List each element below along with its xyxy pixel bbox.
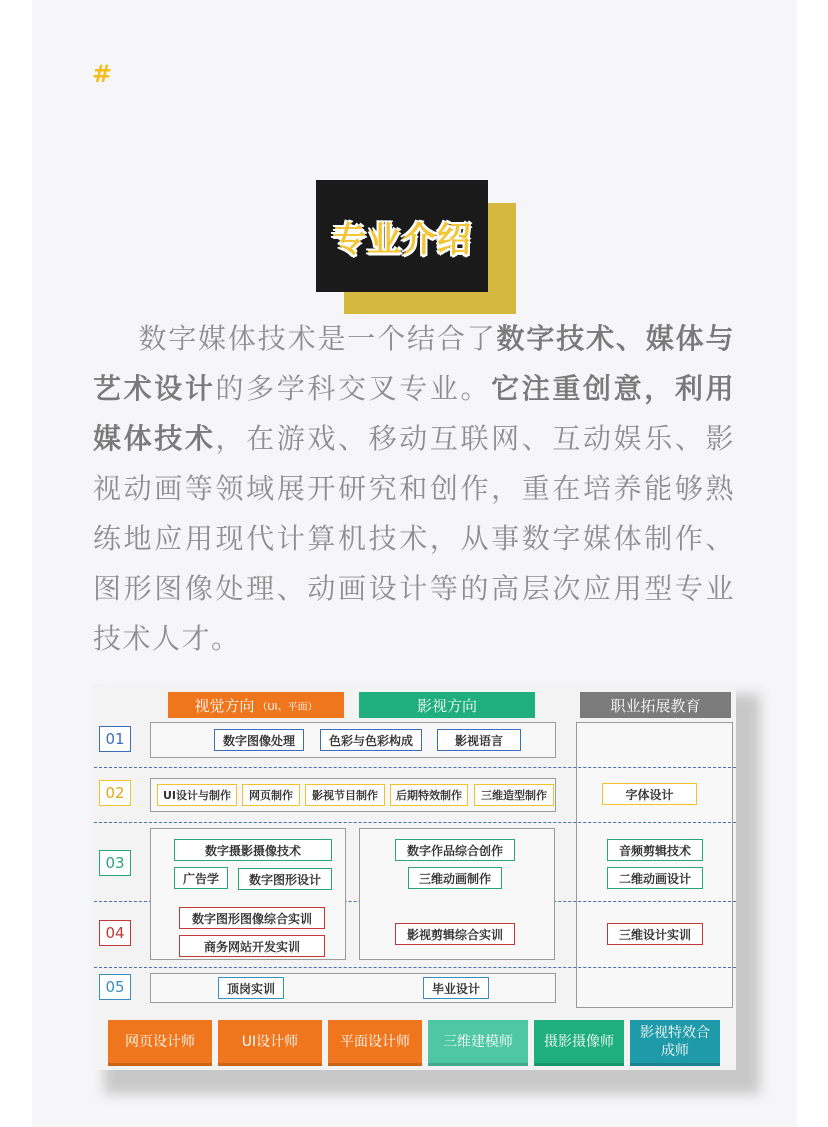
- course-ui: UI设计与制作: [157, 784, 237, 806]
- row-number-02: 02: [99, 780, 131, 806]
- job-photographer: 摄影摄像师: [534, 1020, 624, 1066]
- row-5-panel: [150, 973, 556, 1003]
- course-graduation: 毕业设计: [423, 977, 489, 999]
- job-vfx-label: 影视特效合成师: [640, 1024, 710, 1059]
- row-number-05: 05: [99, 974, 131, 1000]
- header-visual: [168, 692, 344, 718]
- course-post-effects: 后期特效制作: [390, 784, 468, 806]
- course-3d-practice: 三维设计实训: [607, 923, 703, 945]
- section-title: 专业介绍: [332, 219, 472, 260]
- course-3d-animation: 三维动画制作: [408, 867, 502, 889]
- header-film: [359, 692, 535, 718]
- row-number-01: 01: [99, 726, 131, 752]
- course-digital-image: 数字图像处理: [214, 729, 304, 751]
- career-panel: [576, 722, 733, 1008]
- course-color: 色彩与色彩构成: [320, 729, 422, 751]
- job-web-designer: 网页设计师: [108, 1020, 212, 1066]
- header-film-label: 影视方向: [416, 696, 477, 715]
- row-divider: [94, 967, 736, 968]
- job-ui-designer: UI设计师: [218, 1020, 322, 1066]
- row-number-03: 03: [99, 850, 131, 876]
- header-visual-note: （UI、平面）: [257, 701, 318, 713]
- course-film-edit-practice: 影视剪辑综合实训: [395, 923, 515, 945]
- course-2d-animation: 二维动画设计: [607, 867, 703, 889]
- header-career: [580, 692, 731, 718]
- intro-text-3: ，在游戏、移动互联网、互动娱乐、影视动画等领域展开研究和创作，重在培养能够熟练地应用现代计算机技术，从事数字媒体制作、图形图像处理、动画设计等的高层次应用型专业技术人才。: [93, 422, 735, 655]
- course-digital-works: 数字作品综合创作: [395, 839, 515, 861]
- course-graphic-design: 数字图形设计: [238, 868, 332, 890]
- job-graphic-designer: 平面设计师: [328, 1020, 422, 1066]
- intro-bold-2: 它注重创意，利用媒体技术: [93, 372, 735, 455]
- job-3d-modeler: 三维建模师: [428, 1020, 528, 1066]
- course-image-practice: 数字图形图像综合实训: [179, 907, 325, 929]
- intro-text-1: 数字媒体技术是一个结合了: [138, 322, 497, 355]
- section-title-box: [316, 180, 488, 292]
- curriculum-diagram: [94, 684, 736, 1070]
- row-divider: [94, 767, 736, 768]
- intro-bold-1: 数字技术、媒体与艺术设计: [93, 322, 735, 405]
- course-tv-program: 影视节目制作: [305, 784, 385, 806]
- intro-text-2: 的多学科交叉专业。: [215, 372, 492, 405]
- course-photography: 数字摄影摄像技术: [174, 839, 332, 861]
- header-career-label: 职业拓展教育: [610, 696, 701, 715]
- row-divider: [94, 822, 736, 823]
- course-advertising: 广告学: [174, 867, 228, 889]
- header-visual-label: 视觉方向: [194, 696, 255, 715]
- row-number-04: 04: [99, 920, 131, 946]
- course-web-practice: 商务网站开发实训: [179, 935, 325, 957]
- job-vfx-compositor: [630, 1020, 720, 1066]
- course-audio-edit: 音频剪辑技术: [607, 839, 703, 861]
- hash-mark: #: [92, 60, 113, 88]
- intro-paragraph: [93, 314, 735, 664]
- course-film-language: 影视语言: [437, 729, 521, 751]
- course-3d-modeling: 三维造型制作: [474, 784, 554, 806]
- course-internship: 顶岗实训: [218, 977, 284, 999]
- course-web: 网页制作: [242, 784, 300, 806]
- course-font-design: 字体设计: [602, 783, 697, 805]
